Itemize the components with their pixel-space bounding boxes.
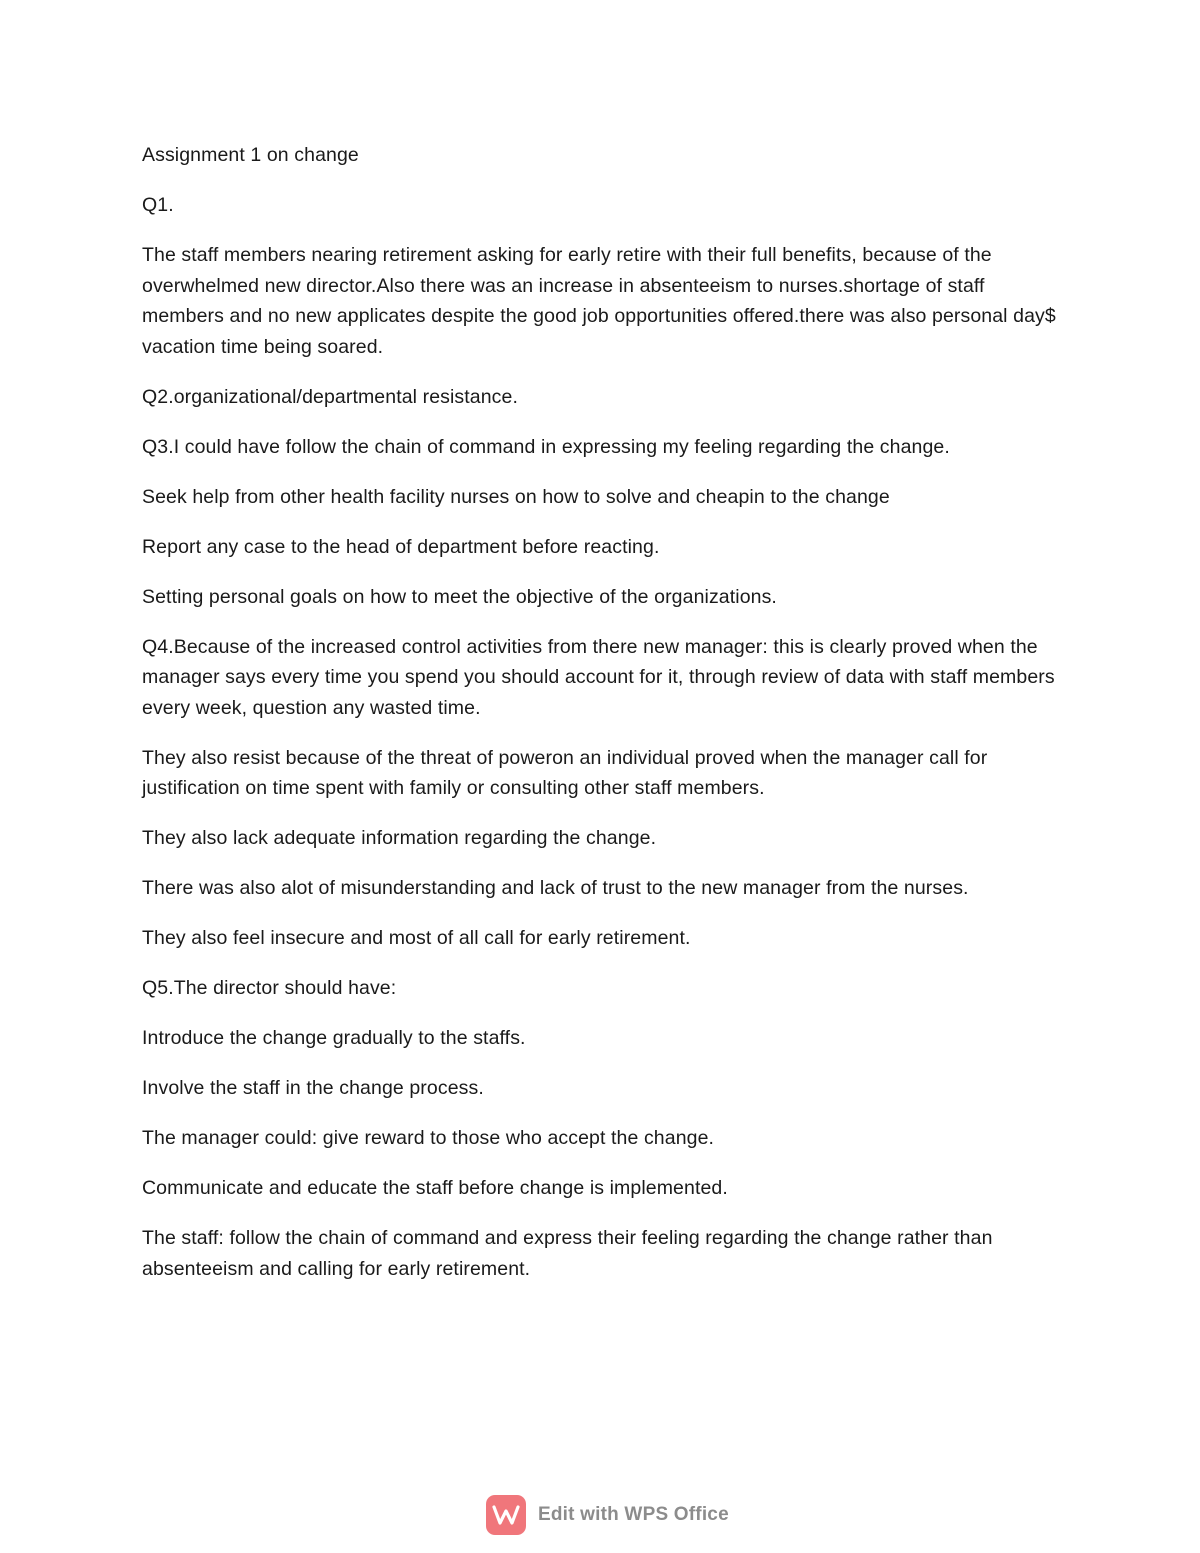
paragraph: Seek help from other health facility nurses on how to solve and cheapin to the change (142, 485, 890, 508)
paragraph: They also feel insecure and most of all call for early retirement. (142, 927, 691, 949)
paragraph: Involve the staff in the change process. (142, 1077, 484, 1099)
paragraph: Q5.The director should have: (142, 977, 397, 999)
paragraph: They also resist because of the threat of poweron an individual proved when the manager call for justification on time spent with family or consulting other staff members. (142, 746, 988, 799)
paragraph: The staff: follow the chain of command and express their feeling regarding the change rather than absenteeism and calling for early retirement. (142, 1227, 993, 1280)
paragraph: Setting personal goals on how to meet the objective of the organizations. (142, 585, 777, 608)
paragraph: The manager could: give reward to those who accept the change. (142, 1127, 715, 1149)
paragraph: Introduce the change gradually to the staffs. (142, 1027, 526, 1049)
paragraph: Q1. (142, 194, 174, 216)
paragraph: Communicate and educate the staff before change is implemented. (142, 1177, 728, 1199)
document-title: Assignment 1 on change (142, 144, 359, 166)
wps-logo-icon (486, 1495, 526, 1535)
paragraph: The staff members nearing retirement asking for early retire with their full benefits, because of the overwhelmed new director.Also there was an increase in absenteeism to nurses.shortage of staff members and no new applicates despite the good job opportunities offered.there was also personal day$ vacation time being soared. (142, 244, 1056, 358)
document-body (142, 140, 1067, 1304)
paragraph: They also lack adequate information regarding the change. (142, 827, 657, 849)
paragraph: Q4.Because of the increased control activities from there new manager: this is clearly proved when the manager says every time you spend you should account for it, through review of data with staff members every week, question any wasted time. (142, 635, 1055, 719)
paragraph: Q3.I could have follow the chain of command in expressing my feeling regarding the change. (142, 435, 950, 458)
wps-edit-label[interactable]: Edit with WPS Office (538, 1504, 729, 1525)
paragraph: Q2.organizational/departmental resistance. (142, 385, 518, 408)
paragraph: There was also alot of misunderstanding and lack of trust to the new manager from the nurses. (142, 877, 969, 899)
paragraph: Report any case to the head of department before reacting. (142, 535, 660, 558)
wps-edit-banner[interactable] (486, 1493, 729, 1537)
